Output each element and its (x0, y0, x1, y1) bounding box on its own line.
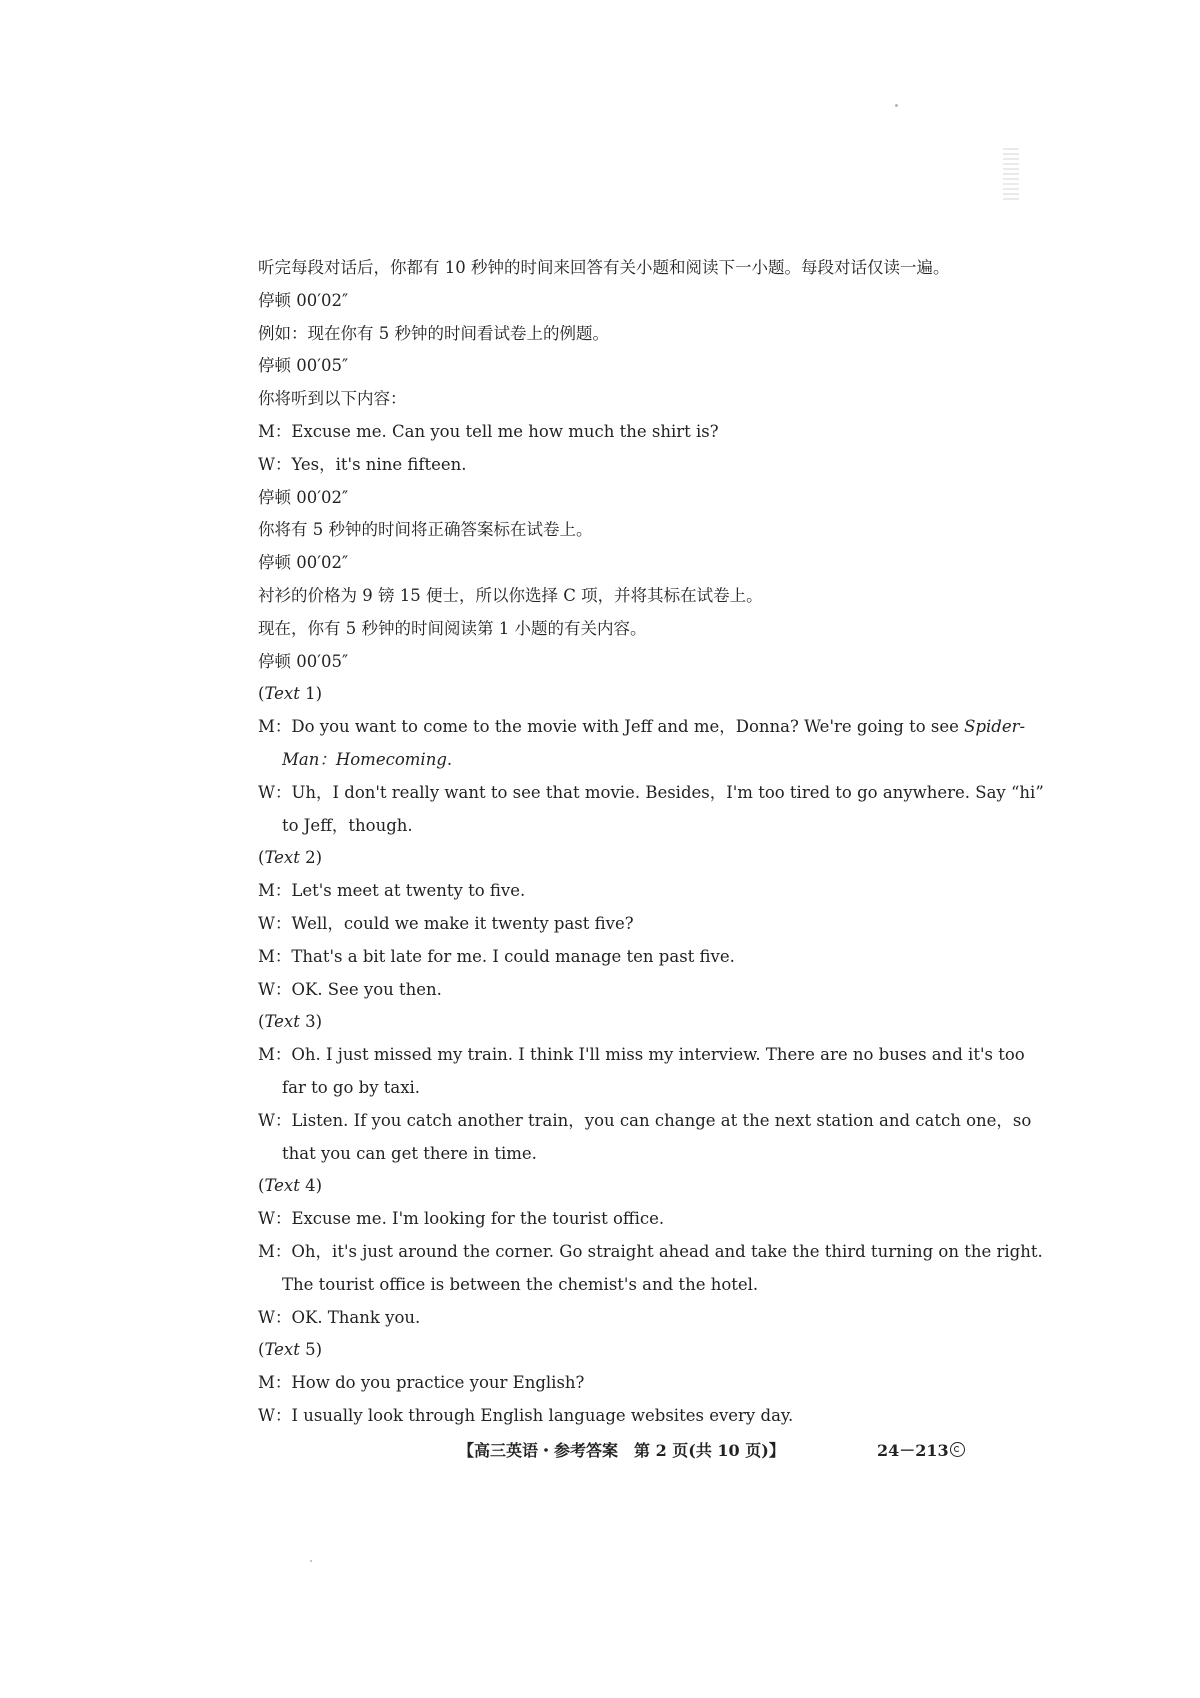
line-text-tail: 4) (299, 1176, 323, 1196)
script-line (258, 285, 948, 318)
line-italic-text: Text (264, 1176, 300, 1196)
line-text: The tourist office is between the chemist's and the hotel. (282, 1274, 759, 1294)
script-line (258, 252, 948, 285)
scan-edge-mark (1003, 148, 1019, 200)
line-text: 例如：现在你有 5 秒钟的时间看试卷上的例题。 (258, 323, 609, 343)
script-line (258, 678, 948, 711)
script-line-continuation (258, 1072, 948, 1105)
line-text: W：Well，could we make it twenty past five? (258, 913, 634, 933)
script-line (258, 514, 948, 547)
line-text-tail: 3) (299, 1012, 323, 1032)
line-text: M：Excuse me. Can you tell me how much the shirt is? (258, 421, 719, 441)
script-line (258, 646, 948, 679)
script-line-continuation (258, 744, 948, 777)
line-italic-text: Text (264, 684, 300, 704)
line-text: M：Oh. I just missed my train. I think I'll miss my interview. There are no buses and it's too (258, 1045, 1025, 1065)
script-line (258, 1039, 1025, 1072)
line-italic-text: Text (264, 1340, 300, 1360)
script-line (258, 580, 948, 613)
line-text: M：Oh，it's just around the corner. Go straight ahead and take the third turning on the right. (258, 1241, 1043, 1261)
line-text: 你将有 5 秒钟的时间将正确答案标在试卷上。 (258, 520, 593, 540)
script-line (258, 842, 948, 875)
script-line (258, 1236, 1043, 1269)
script-line (258, 449, 948, 482)
line-text: 现在，你有 5 秒钟的时间阅读第 1 小题的有关内容。 (258, 618, 647, 638)
line-text: M：Do you want to come to the movie with Jeff and me，Donna? We're going to see (258, 717, 965, 737)
line-text: W：Yes，it's nine fifteen. (258, 454, 467, 474)
line-text: W：OK. Thank you. (258, 1307, 421, 1327)
script-line-continuation (258, 1138, 948, 1171)
script-line-continuation (258, 1269, 948, 1302)
line-text: W：I usually look through English language websites every day. (258, 1405, 794, 1425)
line-text-tail: 5) (299, 1340, 323, 1360)
line-text-tail: 1) (299, 684, 323, 704)
paper-code-text: 24－213 (877, 1441, 949, 1460)
script-line (258, 1400, 948, 1433)
script-line-continuation (258, 810, 948, 843)
line-text: ( (258, 1176, 265, 1196)
line-text: 衬衫的价格为 9 镑 15 便士，所以你选择 C 项，并将其标在试卷上。 (258, 585, 763, 605)
script-line (258, 908, 948, 941)
paper-code (877, 1440, 965, 1462)
page-footer: 【高三英语・参考答案 第 2 页(共 10 页)】 (458, 1441, 785, 1460)
listening-script (258, 252, 1044, 1433)
script-line (258, 1302, 948, 1335)
script-line (258, 613, 948, 646)
script-line (258, 777, 1044, 810)
line-text: W：OK. See you then. (258, 979, 442, 999)
line-text: 你将听到以下内容： (258, 389, 407, 409)
scan-speck (895, 104, 898, 107)
line-text-tail: 2) (299, 848, 323, 868)
line-text: that you can get there in time. (282, 1143, 537, 1163)
script-line (258, 1203, 948, 1236)
line-text: ( (258, 684, 265, 704)
line-text: ( (258, 1340, 265, 1360)
script-line (258, 875, 948, 908)
script-line (258, 711, 1026, 744)
script-line (258, 350, 948, 383)
line-text: M：That's a bit late for me. I could manage ten past five. (258, 946, 735, 966)
line-text: to Jeff，though. (282, 815, 413, 835)
script-line (258, 941, 948, 974)
circled-c-icon (950, 1442, 965, 1457)
line-italic-text: Spider- (964, 717, 1026, 737)
line-text: ( (258, 1012, 265, 1032)
line-text: W：Uh，I don't really want to see that movie. Besides，I'm too tired to go anywhere. Say “hi” (258, 782, 1044, 802)
line-italic-text: Text (264, 848, 300, 868)
line-text: W：Listen. If you catch another train，you can change at the next station and catch one，so (258, 1110, 1032, 1130)
script-line (258, 1367, 948, 1400)
script-line (258, 1105, 1032, 1138)
line-text: M：Let's meet at twenty to five. (258, 881, 526, 901)
line-text: 停顿 00′02″ (258, 290, 349, 310)
script-line (258, 1334, 948, 1367)
script-line (258, 383, 948, 416)
script-line (258, 416, 948, 449)
line-text: W：Excuse me. I'm looking for the tourist office. (258, 1209, 665, 1229)
script-line (258, 974, 948, 1007)
line-text: 停顿 00′02″ (258, 553, 349, 573)
script-line (258, 1006, 948, 1039)
line-italic-text: Text (264, 1012, 300, 1032)
line-text: 停顿 00′02″ (258, 487, 349, 507)
line-text: far to go by taxi. (282, 1077, 421, 1097)
line-text: 听完每段对话后，你都有 10 秒钟的时间来回答有关小题和阅读下一小题。每段对话仅读一遍。 (258, 258, 950, 277)
line-text: ( (258, 848, 265, 868)
line-text-tail: . (446, 749, 453, 769)
scan-speck (310, 1560, 312, 1562)
script-line (258, 482, 948, 515)
script-line (258, 547, 948, 580)
script-line (258, 1170, 948, 1203)
line-text: 停顿 00′05″ (258, 356, 349, 376)
script-line (258, 318, 948, 351)
line-italic-text: Man：Homecoming (282, 749, 447, 769)
line-text: M：How do you practice your English? (258, 1373, 585, 1393)
line-text: 停顿 00′05″ (258, 651, 349, 671)
